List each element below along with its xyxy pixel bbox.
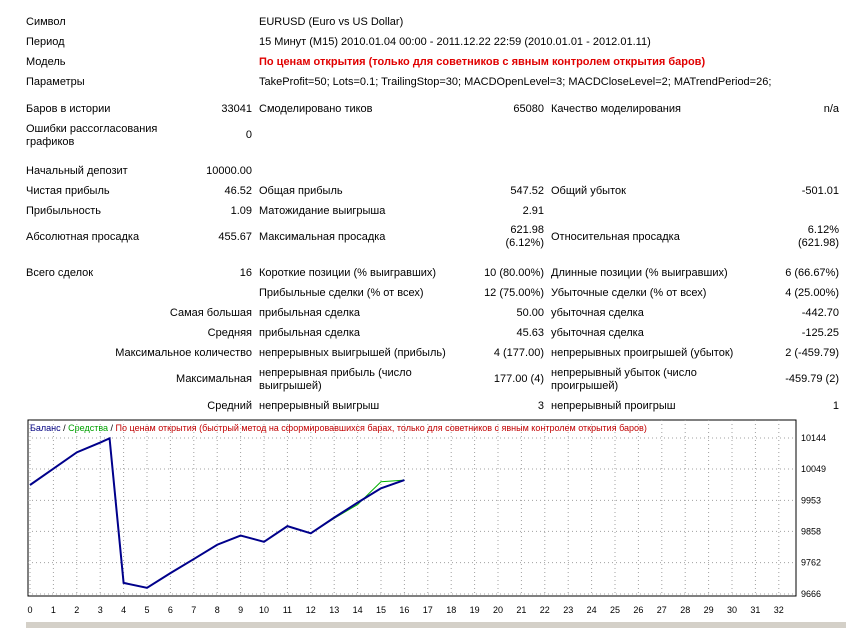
profit-factor-label: Прибыльность <box>26 205 101 217</box>
symbol-label: Символ <box>26 16 66 28</box>
total-trades-value: 16 <box>239 267 252 279</box>
x-tick-label: 31 <box>750 605 761 615</box>
legend-separator: / <box>108 423 116 433</box>
gross-loss-label: Общий убыток <box>551 185 626 197</box>
x-tick-label: 26 <box>633 605 644 615</box>
x-tick-label: 29 <box>703 605 714 615</box>
max-cons-loss-label: непрерывный убыток (число проигрышей) <box>551 367 697 392</box>
x-tick-label: 4 <box>121 605 127 615</box>
x-tick-label: 23 <box>563 605 574 615</box>
maximal-label: Максимальная <box>176 373 252 385</box>
x-tick-label: 25 <box>609 605 621 615</box>
params-value: TakeProfit=50; Lots=0.1; TrailingStop=30; MACDOpenLevel=3; MACDCloseLevel=2; MATrendPeriod=26; <box>259 76 772 88</box>
rel-drawdown-label: Относительная просадка <box>551 231 680 243</box>
avg-profit-value: 45.63 <box>516 327 544 339</box>
x-tick-label: 13 <box>329 605 340 615</box>
symbol-value: EURUSD (Euro vs US Dollar) <box>259 16 404 28</box>
legend-equity: Средства <box>68 423 109 433</box>
short-positions-value: 10 (80.00%) <box>484 267 544 279</box>
avg-cons-losses-label: непрерывный проигрыш <box>551 400 676 412</box>
x-tick-label: 21 <box>516 605 527 615</box>
max-drawdown-percent: (6.12%) <box>505 237 544 249</box>
chart-legend <box>30 423 647 434</box>
max-count-label: Максимальное количество <box>115 347 252 359</box>
x-tick-label: 22 <box>539 605 550 615</box>
max-cons-wins-value: 4 (177.00) <box>493 347 544 359</box>
max-cons-profit-label: непрерывная прибыль (число выигрышей) <box>259 367 412 392</box>
profit-trades-label: Прибыльные сделки (% от всех) <box>259 287 424 299</box>
max-cons-losses-label: непрерывных проигрышей (убыток) <box>551 347 734 359</box>
max-drawdown-value: 621.98 <box>510 224 544 236</box>
short-positions-label: Короткие позиции (% выигравших) <box>259 267 437 279</box>
x-tick-label: 0 <box>27 605 33 615</box>
rel-drawdown-value: 6.12% <box>807 224 839 236</box>
long-positions-value: 6 (66.67%) <box>785 267 839 279</box>
largest-label: Самая большая <box>169 307 252 319</box>
x-tick-label: 9 <box>238 605 244 615</box>
model-label: Модель <box>26 56 66 68</box>
bottom-scrollbar[interactable] <box>26 622 846 628</box>
x-tick-label: 14 <box>352 605 363 615</box>
period-value: 15 Минут (M15) 2010.01.04 00:00 - 2011.12.22 22:59 (2010.01.01 - 2012.01.11) <box>259 36 651 48</box>
model-value: По ценам открытия (только для советников с явным контролем открытия баров) <box>259 56 706 68</box>
x-tick-label: 19 <box>469 605 480 615</box>
x-tick-label: 7 <box>191 605 197 615</box>
params-label: Параметры <box>26 76 85 88</box>
max-cons-loss-value: -459.79 (2) <box>785 373 839 385</box>
net-profit-label: Чистая прибыль <box>26 185 110 197</box>
profit-trades-value: 12 (75.00%) <box>484 287 544 299</box>
y-tick-label: 10144 <box>801 433 826 443</box>
largest-profit-label: прибыльная сделка <box>259 307 361 319</box>
x-tick-label: 30 <box>726 605 738 615</box>
x-tick-label: 6 <box>167 605 173 615</box>
x-tick-label: 16 <box>399 605 410 615</box>
ticks-value: 65080 <box>513 103 544 115</box>
y-tick-label: 9666 <box>801 589 822 599</box>
y-tick-label: 9953 <box>801 495 822 506</box>
quality-value: n/a <box>823 103 839 115</box>
x-tick-label: 8 <box>214 605 220 615</box>
gross-profit-value: 547.52 <box>510 185 544 197</box>
legend-model: По ценам открытия (быстрый метод на сформировавшихся барах, только для советников с явным контролем открытия баров) <box>115 423 647 433</box>
abs-drawdown-label: Абсолютная просадка <box>26 231 140 243</box>
x-tick-label: 1 <box>50 605 56 615</box>
avg-profit-label: прибыльная сделка <box>259 327 361 339</box>
x-tick-label: 12 <box>305 605 316 615</box>
avg-cons-losses-value: 1 <box>832 400 839 412</box>
x-tick-label: 24 <box>586 605 597 615</box>
x-tick-label: 10 <box>258 605 270 615</box>
total-trades-label: Всего сделок <box>26 267 94 279</box>
x-tick-label: 15 <box>375 605 387 615</box>
average-label: Средняя <box>207 327 252 339</box>
deposit-label: Начальный депозит <box>26 165 128 177</box>
y-tick-label: 9762 <box>801 557 822 568</box>
quality-label: Качество моделирования <box>551 103 681 115</box>
abs-drawdown-value: 455.67 <box>218 231 252 243</box>
avg-cons-wins-label: непрерывный выигрыш <box>259 400 380 412</box>
avg-loss-value: -125.25 <box>801 327 839 339</box>
bars-label: Баров в истории <box>26 103 111 115</box>
profit-factor-value: 1.09 <box>230 205 252 217</box>
x-tick-label: 27 <box>656 605 667 615</box>
chart-frame <box>28 420 796 596</box>
period-label: Период <box>26 36 65 48</box>
legend-separator: / <box>60 423 69 433</box>
x-tick-label: 3 <box>97 605 103 615</box>
x-tick-label: 20 <box>492 605 504 615</box>
largest-loss-value: -442.70 <box>801 307 839 319</box>
loss-trades-value: 4 (25.00%) <box>785 287 839 299</box>
payoff-value: 2.91 <box>522 205 544 217</box>
bars-value: 33041 <box>221 103 252 115</box>
errors-value: 0 <box>245 129 252 141</box>
x-tick-label: 5 <box>144 605 150 615</box>
largest-loss-label: убыточная сделка <box>551 307 644 319</box>
max-cons-wins-label: непрерывных выигрышей (прибыль) <box>259 347 446 359</box>
payoff-label: Матожидание выигрыша <box>259 205 386 217</box>
x-tick-label: 2 <box>74 605 80 615</box>
net-profit-value: 46.52 <box>224 185 252 197</box>
max-cons-profit-value: 177.00 (4) <box>493 373 544 385</box>
gross-loss-value: -501.01 <box>801 185 839 197</box>
ticks-label: Смоделировано тиков <box>259 103 373 115</box>
max-drawdown-label: Максимальная просадка <box>259 231 386 243</box>
long-positions-label: Длинные позиции (% выигравших) <box>551 267 728 279</box>
avg-cons-wins-value: 3 <box>537 400 544 412</box>
max-cons-losses-value: 2 (-459.79) <box>785 347 839 359</box>
loss-trades-label: Убыточные сделки (% от всех) <box>551 287 707 299</box>
avg-loss-label: убыточная сделка <box>551 327 644 339</box>
x-tick-label: 18 <box>446 605 457 615</box>
largest-profit-value: 50.00 <box>516 307 544 319</box>
deposit-value: 10000.00 <box>206 165 252 177</box>
x-tick-label: 17 <box>422 605 433 615</box>
gross-profit-label: Общая прибыль <box>259 185 343 197</box>
x-tick-label: 32 <box>773 605 784 615</box>
x-tick-label: 28 <box>680 605 691 615</box>
legend-balance: Баланс <box>30 423 61 433</box>
balance-chart-svg <box>26 418 826 616</box>
rel-drawdown-amount: (621.98) <box>798 237 839 249</box>
y-tick-label: 10049 <box>801 464 826 475</box>
y-tick-label: 9858 <box>801 526 822 537</box>
x-tick-label: 11 <box>282 605 293 615</box>
errors-label: Ошибки рассогласования графиков <box>26 123 158 148</box>
balance-chart <box>26 418 826 616</box>
avg-cons-label: Средний <box>207 400 252 412</box>
